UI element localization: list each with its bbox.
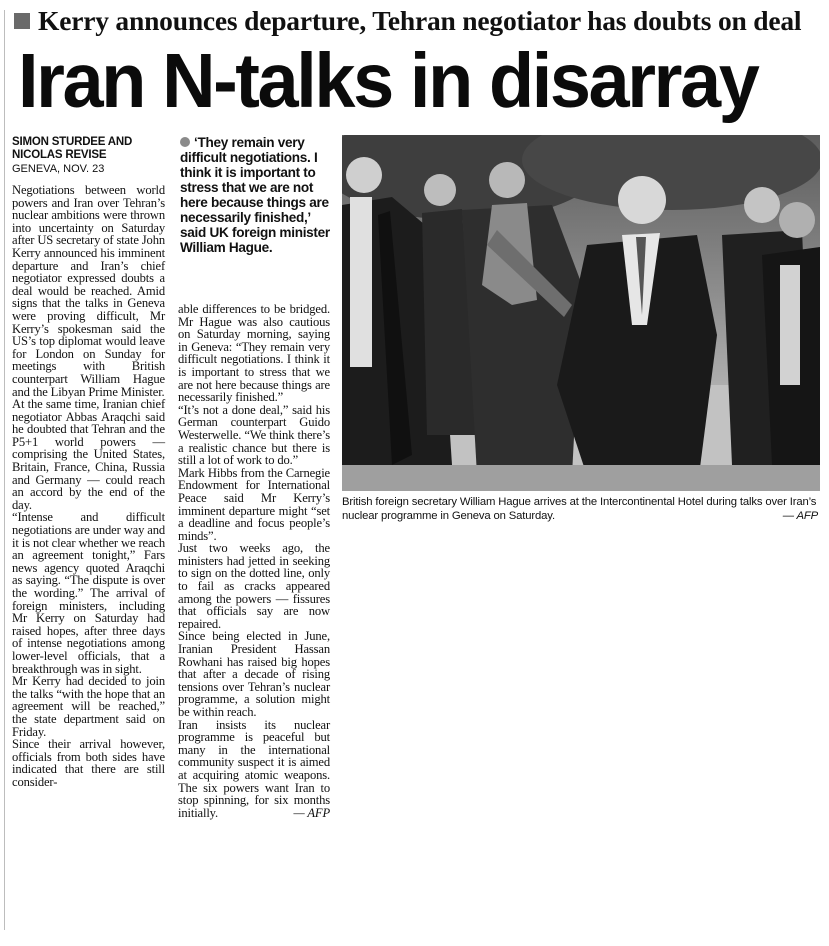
pull-quote-text: ‘They remain very difficult negotiations. I think it is important to stress that we are not here because things are necessarily finished,’ said UK foreign minister William Hague. <box>180 135 330 255</box>
paragraph: able differences to be bridged. Mr Hague was also cautious on Saturday morning, saying in Geneva: “They remain very difficult negotiations. I think it is important to stress that we are not here because things are necessarily finished.” <box>178 302 330 405</box>
paragraph: Just two weeks ago, the ministers had jetted in seeking to sign on the dotted line, only to fail as cracks appeared among the powers — fissures that officials say are now repaired. <box>178 541 330 631</box>
photo-illustration <box>342 135 820 491</box>
photo-credit: — AFP <box>782 510 818 522</box>
headline: Iran N-talks in disarray <box>18 38 758 124</box>
circle-bullet-icon <box>180 137 190 147</box>
paragraph: Mark Hibbs from the Carnegie Endowment for International Peace said Mr Kerry’s imminent departure might “set a deadline and focus people’s minds”. <box>178 465 330 543</box>
paragraph: Since their arrival however, officials from both sides have indicated that there are still consider- <box>12 737 165 789</box>
paragraph: “It’s not a done deal,” said his German counterpart Guido Westerwelle. “We think there’s a realistic chance but there is still a lot of work to do.” <box>178 402 330 468</box>
caption-text: British foreign secretary William Hague arrives at the Intercontinental Hotel during talks over Iran’s nuclear programme in Geneva on Saturday. <box>342 496 817 522</box>
news-photo <box>342 135 820 491</box>
paragraph: Negotiations between world powers and Iran over Tehran’s nuclear ambitions were thrown into uncertainty on Saturday after US secretary of state John Kerry announced his imminent departure and Iran’s chief negotiator expressed doubts a deal would be reached. Amid signs that the talks in Geneva were proving difficult, Mr Kerry’s spokesman said the US’s top diplomat would leave for London on Sunday for meetings with British counterpart William Hague and the Libyan Prime Minister. <box>12 183 165 399</box>
kicker-text: Kerry announces departure, Tehran negotiator has doubts on deal <box>38 5 802 36</box>
paragraph <box>178 719 330 820</box>
byline: SIMON STURDEE AND NICOLAS REVISE <box>12 136 133 161</box>
dateline: GENEVA, NOV. 23 <box>12 163 105 175</box>
article-column-1 <box>12 184 165 789</box>
kicker-line <box>14 4 824 38</box>
paragraph: Since being elected in June, Iranian President Hassan Rowhani has raised big hopes that after a decade of rising tensions over Tehran’s nuclear programme, a solution might be within reach. <box>178 629 330 719</box>
square-bullet-icon <box>14 13 30 29</box>
paragraph: “Intense and difficult negotiations are under way and it is not clear whether we reach an agreement tonight,” Fars news agency quoted Araqchi as saying. “The dispute is over the wording.” The arrival of foreign ministers, including Mr Kerry on Saturday had raised hopes, after three days of intense negotiations among lower-level officials, that a breakthrough was in sight. <box>12 510 165 676</box>
paragraph: At the same time, Iranian chief negotiator Abbas Araqchi said he doubted that Tehran and the P5+1 world powers — comprising the United States, Britain, France, China, Russia and Germany — could reach an accord by the end of the day. <box>12 397 165 512</box>
story-credit: — AFP <box>293 805 330 820</box>
pull-quote <box>180 135 332 255</box>
paragraph-text: Iran insists its nuclear programme is peaceful but many in the international community suspect it is aimed at acquiring atomic weapons. The six powers want Iran to stop spinning, for six months initially. <box>178 717 330 820</box>
photo-caption <box>342 495 818 523</box>
paragraph: Mr Kerry had decided to join the talks “with the hope that an agreement will be reached,” the state department said on Friday. <box>12 674 165 739</box>
column-rule <box>4 10 5 930</box>
article-column-2 <box>178 303 330 819</box>
